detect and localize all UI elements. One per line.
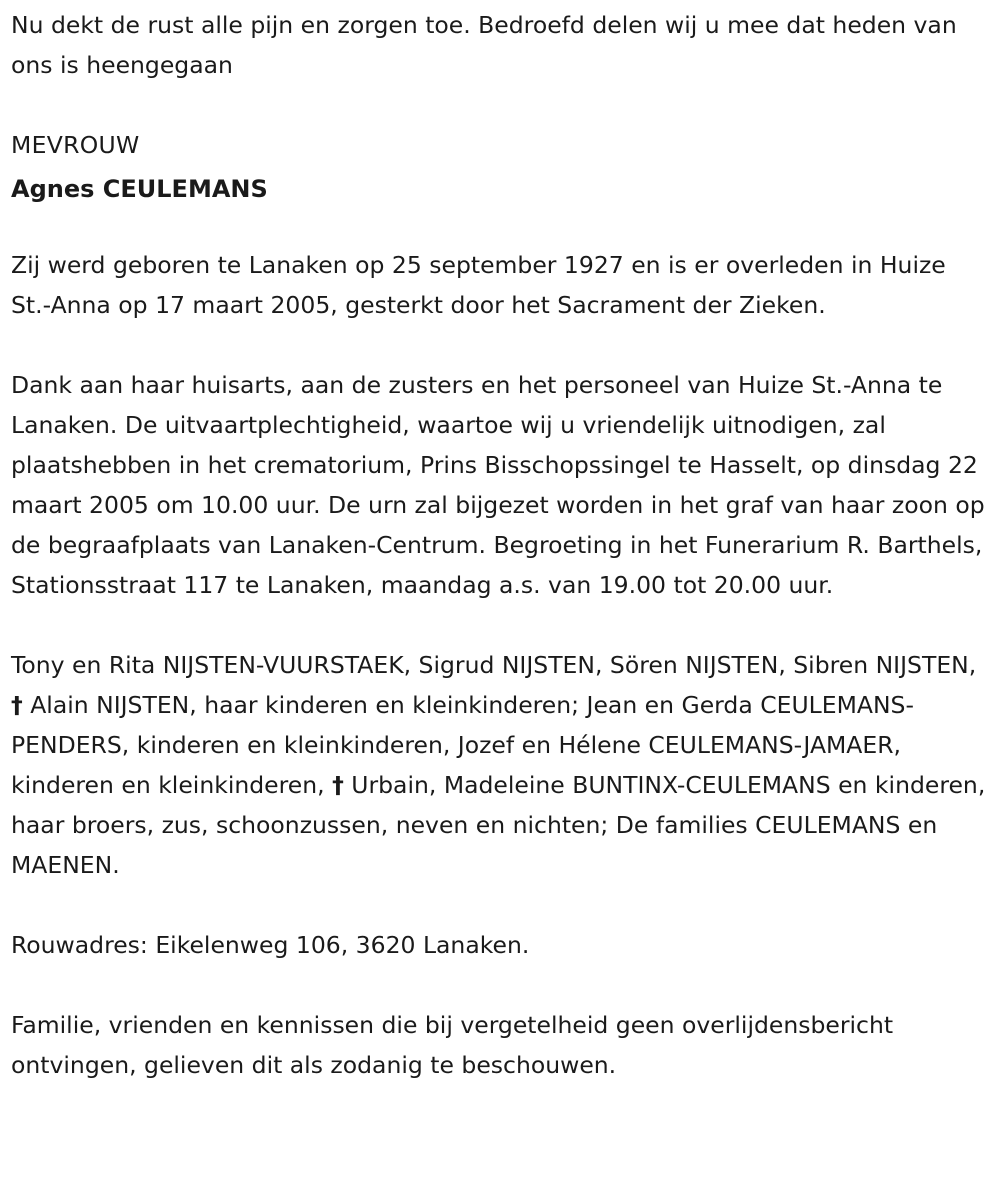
deceased-name: Agnes CEULEMANS — [11, 175, 268, 203]
birth-death-paragraph: Zij werd geboren te Lanaken op 25 september 1927 en is er overleden in Huize St.-Anna op 17 maart 2005, gesterkt door het Sacrament der Zieken. — [11, 251, 946, 319]
spacer — [11, 213, 991, 245]
spacer — [11, 885, 991, 925]
family-text-part-2: Alain NIJSTEN, haar kinderen en kleinkinderen; Jean en Gerda CEULEMANS-PENDERS, kinderen en kleinkinderen, Jozef en Hélene CEULEMANS-JAMAER, kinderen en kleinkinderen, — [11, 691, 914, 799]
family-text-part-3: Urbain, Madeleine BUNTINX-CEULEMANS en kinderen, haar broers, zus, schoonzussen, neven en nichten; De families CEULEMANS en MAENEN. — [11, 771, 986, 879]
spacer — [11, 605, 991, 645]
cross-icon: † — [11, 691, 23, 719]
intro-paragraph: Nu dekt de rust alle pijn en zorgen toe. Bedroefd delen wij u mee dat heden van ons is heengegaan — [11, 11, 957, 79]
ceremony-paragraph: Dank aan haar huisarts, aan de zusters en het personeel van Huize St.-Anna te Lanaken. De uitvaartplechtigheid, waartoe wij u vriendelijk uitnodigen, zal plaatshebben in het crematorium, Prins Bisschopssingel te Hasselt, op dinsdag 22 maart 2005 om 10.00 uur. De urn zal bijgezet worden in het graf van haar zoon op de begraafplaats van Lanaken-Centrum. Begroeting in het Funerarium R. Barthels, Stationsstraat 117 te Lanaken, maandag a.s. van 19.00 tot 20.00 uur. — [11, 371, 985, 599]
address-paragraph: Rouwadres: Eikelenweg 106, 3620 Lanaken. — [11, 931, 530, 959]
honorific-title: MEVROUW — [11, 131, 140, 159]
spacer — [11, 965, 991, 1005]
obituary-document — [11, 5, 991, 1085]
family-text-part-1: Tony en Rita NIJSTEN-VUURSTAEK, Sigrud NIJSTEN, Sören NIJSTEN, Sibren NIJSTEN, — [11, 651, 977, 679]
family-paragraph — [11, 645, 991, 885]
cross-icon: † — [332, 771, 344, 799]
spacer — [11, 325, 991, 365]
spacer — [11, 85, 991, 125]
closing-paragraph: Familie, vrienden en kennissen die bij vergetelheid geen overlijdensbericht ontvingen, gelieven dit als zodanig te beschouwen. — [11, 1011, 894, 1079]
